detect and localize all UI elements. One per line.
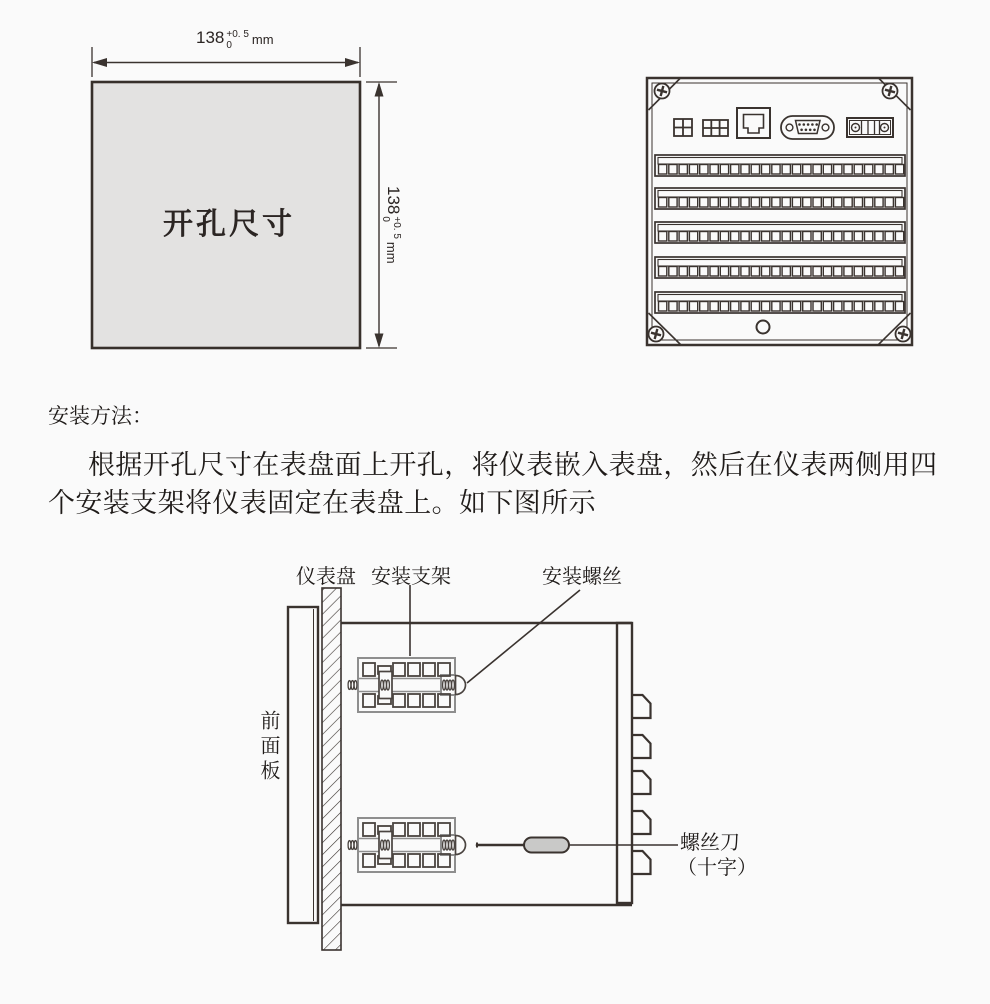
bottom-hole: [757, 321, 770, 334]
db9-serial-port: [781, 116, 834, 139]
screwdriver-handle: [524, 838, 569, 853]
height-dimension-label: [380, 186, 402, 264]
small-connector-2x3: [703, 120, 728, 136]
corner-screw-icon: [883, 84, 898, 99]
cutout-diagram: [40, 20, 403, 360]
installation-diagram: [240, 552, 960, 1002]
rear-terminal-blocks: [632, 695, 651, 874]
screw-leader-line: [467, 590, 580, 683]
mounting-bracket-bottom: [348, 818, 465, 872]
panel-wall-hatched: [322, 588, 341, 950]
height-dim-unit: mm: [384, 241, 399, 264]
screwdriver: [477, 838, 569, 853]
screw-label: 安装螺丝: [542, 566, 622, 588]
install-method-heading: 安装方法：: [48, 404, 153, 428]
corner-screw-icon: [655, 84, 670, 99]
instruction-text-line2: 个安装支架将仪表固定在表盘上。如下图所示: [48, 488, 596, 518]
rear-edge-strip: [617, 623, 632, 903]
height-dim-tolerance: [380, 216, 401, 239]
terminal-strip: [655, 292, 905, 313]
screwdriver-label-line2: （十字）: [677, 857, 757, 879]
terminal-strip: [655, 222, 905, 243]
terminal-strip: [655, 188, 905, 209]
width-dim-tol-top: +0. 5: [226, 29, 249, 40]
rear-panel-view: [640, 70, 930, 360]
corner-screw-icon: [649, 327, 664, 342]
terminal-strip: [655, 257, 905, 278]
front-panel-label: 前面板: [257, 710, 279, 785]
width-dim-value: 138: [196, 28, 225, 47]
rj45-port: [737, 108, 770, 138]
height-dim-value: 138: [384, 186, 403, 215]
screwdriver-label: [677, 831, 757, 881]
cutout-size-label: 开孔尺寸: [163, 208, 295, 241]
width-dim-unit: mm: [251, 32, 274, 47]
instruction-text-line1: 根据开孔尺寸在表盘面上开孔，将仪表嵌入表盘，然后在仪表两侧用四: [88, 450, 938, 480]
bracket-label: 安装支架: [371, 566, 451, 588]
corner-screw-icon: [896, 327, 911, 342]
small-connector-2x2: [674, 119, 692, 136]
screwdriver-label-line1: 螺丝刀: [680, 832, 740, 854]
width-dim-tol-bottom: 0: [226, 39, 232, 51]
panel-label: 仪表盘: [296, 566, 356, 588]
power-terminal: [847, 118, 893, 137]
terminal-strip: [655, 155, 905, 176]
front-panel: [288, 607, 318, 923]
mounting-bracket-top: [348, 658, 465, 712]
height-dim-tol-bottom: 0: [380, 216, 392, 222]
height-dim-tol-top: +0. 5: [391, 216, 402, 239]
width-dimension-arrow: [92, 47, 360, 77]
